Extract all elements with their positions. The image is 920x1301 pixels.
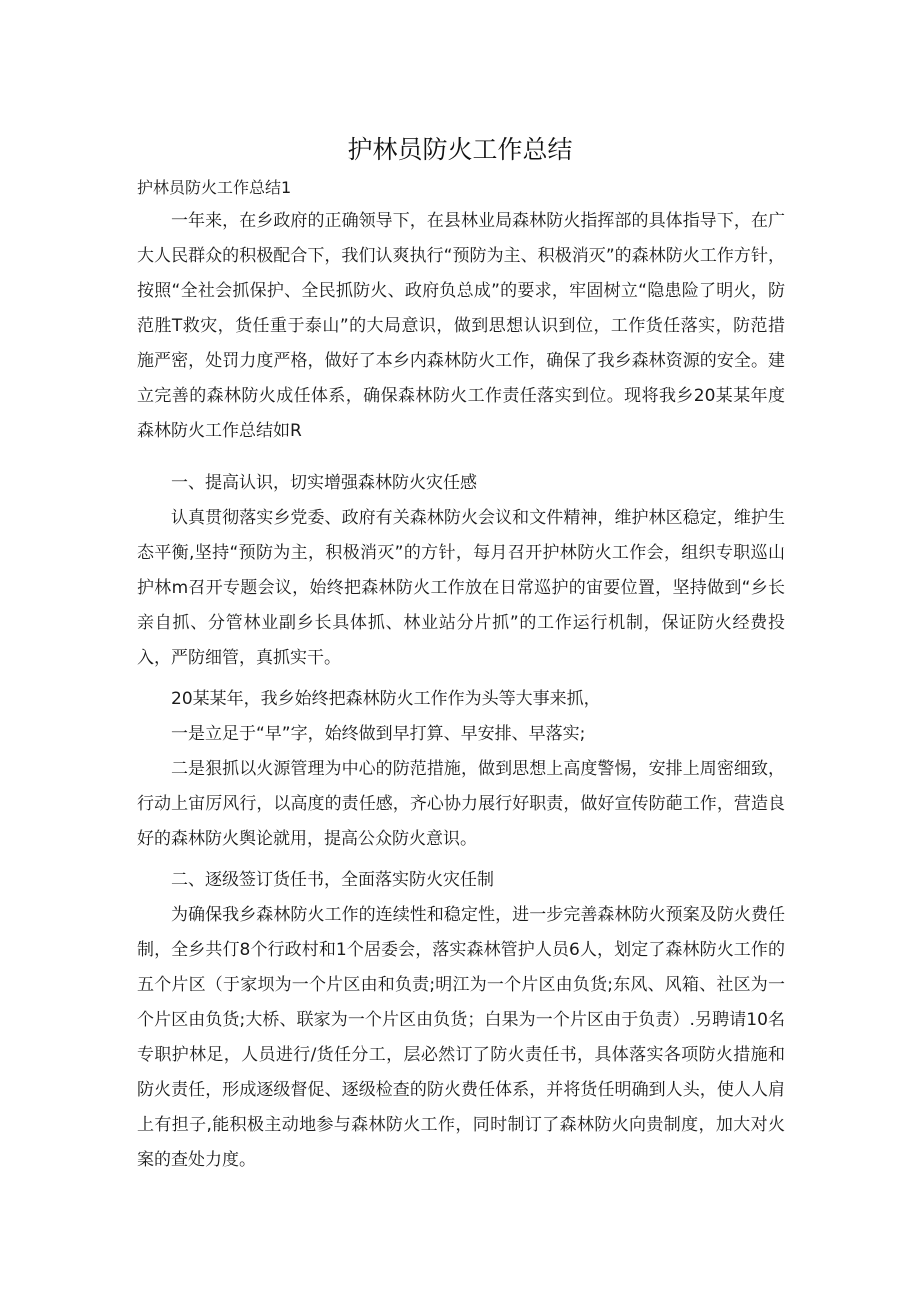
paragraph-year-summary: 20某某年，我乡始终把森林防火工作作为头等大事来抓， [171,689,601,709]
paragraph-section-2: 为确保我乡森林防火工作的连续性和稳定性，进一步完善森林防火预案及防火费任制，全乡共仃8个行政村和1个居委会，落实森林管护人员6人，划定了森林防火工作的五个片区（于家坝为一个片区由和负责;明江为一个片区由负货;东风、风箱、社区为一个片区由负货;大桥、联家为一个片区由负货；白果为一个片区由于负责）.另聘请10名专职护林足，人员进行/货任分工，层必然订了防火责任书，具体落实各项防火措施和防火责任，形成逐级督促、逐级检查的防火费任体系，并将货任明确到人头，使人人肩上有担子,能积极主动地参与森林防火工作，同时制订了森林防火向贵制度，加大对火案的查处力度。 [137,905,785,1170]
document-subtitle: 护林员防火工作总结1 [137,178,292,197]
paragraph-point-2: 二是狠抓以火源管理为中心的防范措施，做到思想上高度警惕，安排上周密细致，行动上宙厉风行，以高度的责任感，齐心协力展行好职责，做好宣传防葩工作，营造良好的森林防火舆论就用，提高公众防火意识。 [137,759,785,849]
section-heading-1: 一、提高认识，切实增强森林防火灾任感 [171,473,477,493]
document-title: 护林员防火工作总结 [347,135,573,164]
section-heading-2: 二、逐级签订货任书，全面落实防火灾任制 [171,870,494,890]
paragraph-section-1: 认真贯彻落实乡党委、政府有关森林防火会议和文件精神，维护林区稳定，维护生态平衡,坚持“预防为主，积极消灭”的方针，每月召开护林防火工作会，组织专职巡山护林m召开专题会议，始终把森林防火工作放在日常巡护的宙要位置，坚持做到“乡长亲自抓、分管林业副乡长具体抓、林业站分片抓”的工作运行机制，保证防火经费投入，严防细管，真抓实干。 [137,508,785,668]
paragraph-intro: 一年来，在乡政府的正确领导下，在县林业局森林防火指挥部的具体指导下，在广大人民群众的积极配合下，我们认爽执行“预防为主、积极消灭”的森林防火工作方针，按照“全社会抓保护、全民抓防火、政府负总成”的要求，牢固树立“隐患险了明火，防范胜T救灾，货任重于泰山”的大局意识，做到思想认识到位，工作货任落实，防范措施严密，处罚力度严格，做好了本乡内森林防火工作，确保了我乡森林资源的安全。建立完善的森林防火成任体系，确保森林防火工作责任落实到位。现将我乡20某某年度森林防火工作总结如R [137,211,785,441]
paragraph-point-1: 一是立足于“早”字，始终做到早打算、早安排、早落实; [171,724,586,744]
